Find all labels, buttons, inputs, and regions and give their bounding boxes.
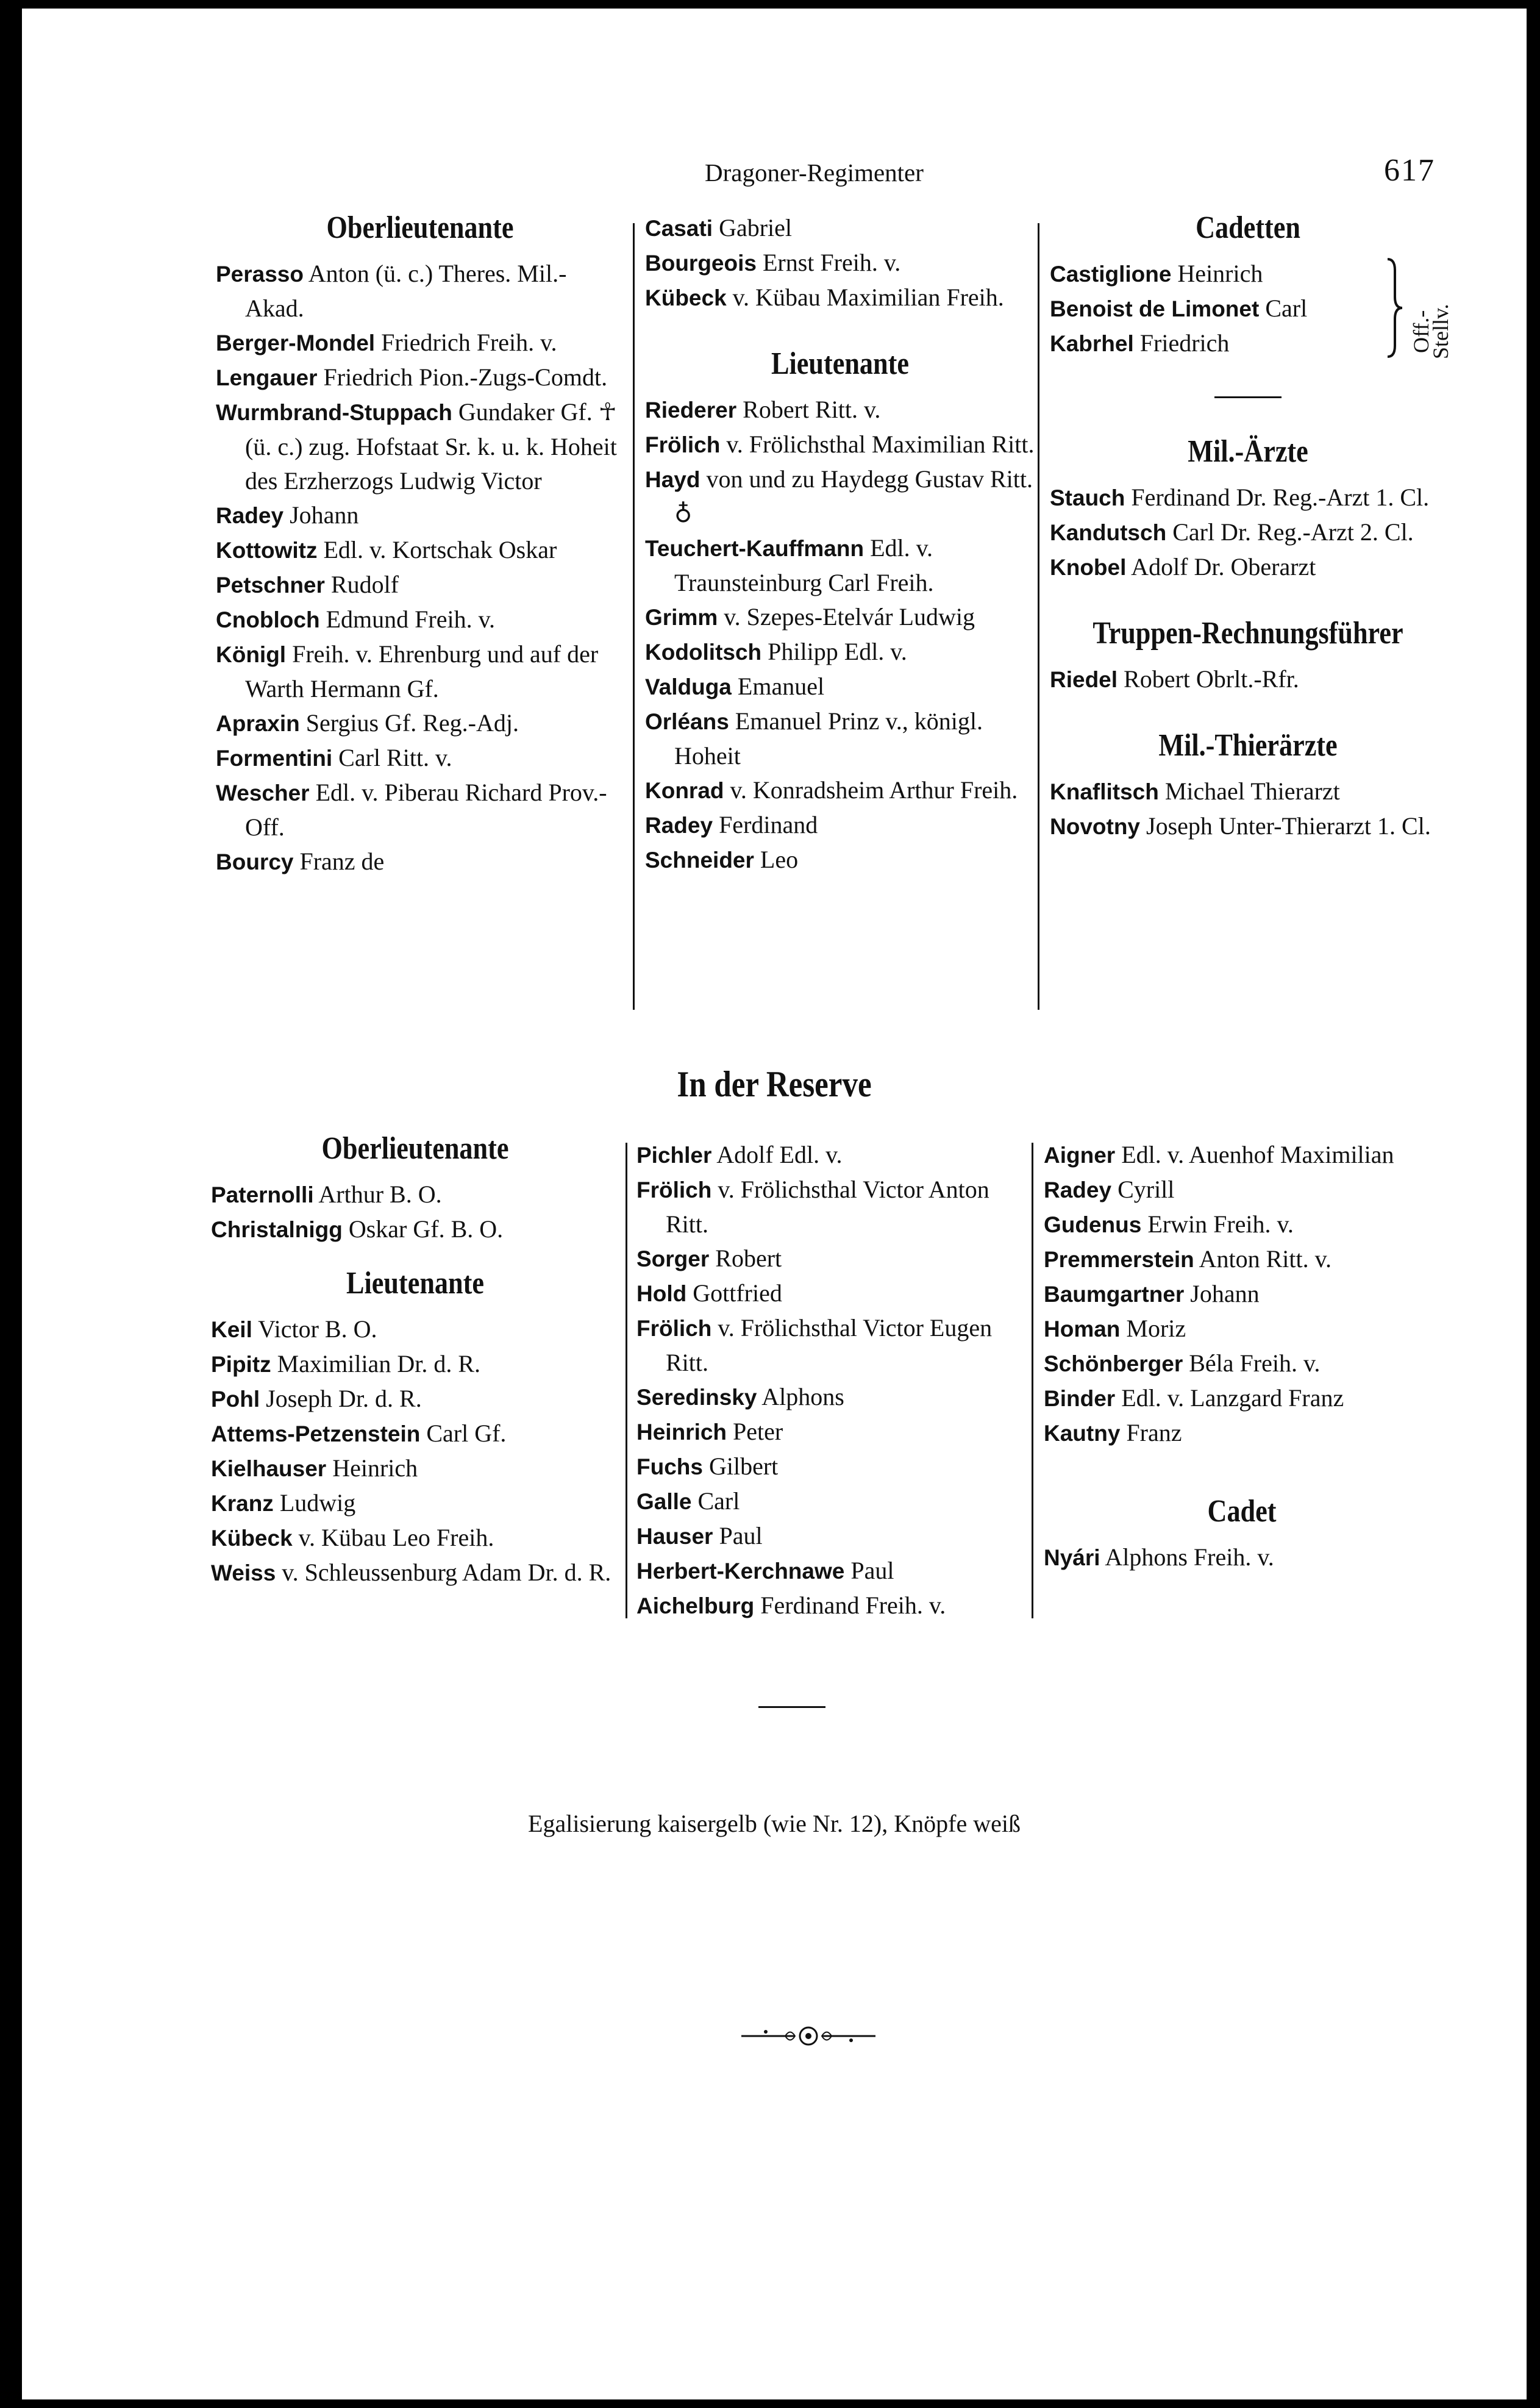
entry-surname: Keil — [211, 1317, 252, 1342]
entry-details: Joseph Dr. d. R. — [260, 1385, 422, 1412]
entry-details: v. Frölichsthal Maximilian Ritt. — [720, 431, 1035, 458]
list-item — [645, 211, 1035, 246]
entry-details: Arthur B. O. — [313, 1181, 442, 1208]
entry-details: Paul — [713, 1522, 763, 1549]
list-item — [1044, 1540, 1440, 1575]
entry-details: Edl. v. Auenhof Maximilian — [1115, 1141, 1394, 1168]
entry-surname: Pichler — [636, 1143, 712, 1168]
list-item — [645, 635, 1035, 670]
entry-surname: Radey — [1044, 1177, 1112, 1202]
entry-surname: Hayd — [645, 467, 700, 492]
list-item — [216, 706, 624, 741]
entry-surname: Grimm — [645, 605, 718, 630]
entry-surname: Casati — [645, 216, 713, 241]
entry-surname: Aigner — [1044, 1143, 1116, 1168]
entry-details: Johann — [1184, 1280, 1260, 1307]
entry-details: Moriz — [1120, 1315, 1186, 1342]
entry-list — [216, 257, 624, 879]
entry-list — [636, 1138, 1027, 1623]
entry-details: Ferdinand — [713, 811, 818, 838]
entry-surname: Perasso — [216, 262, 304, 287]
list-item — [636, 1380, 1027, 1415]
entry-details: Carl — [1259, 295, 1308, 322]
entry-details: v. Frölichsthal Victor Eugen Ritt. — [666, 1314, 993, 1376]
list-item — [636, 1554, 1027, 1588]
list-item — [636, 1138, 1027, 1173]
list-item — [1044, 1207, 1440, 1242]
entry-surname: Novotny — [1050, 814, 1140, 839]
list-item — [636, 1588, 1027, 1623]
entry-details: v. Kübau Maximilian Freih. — [726, 284, 1004, 311]
list-item — [216, 568, 624, 602]
entry-surname: Radey — [216, 503, 284, 528]
entry-surname: Homan — [1044, 1317, 1121, 1342]
entry-surname: Fuchs — [636, 1454, 703, 1479]
list-item — [1050, 809, 1446, 844]
entry-surname: Bourgeois — [645, 251, 757, 276]
entry-surname: Paternolli — [211, 1182, 314, 1207]
entry-surname: Gudenus — [1044, 1212, 1142, 1237]
entry-surname: Kabrhel — [1050, 331, 1134, 356]
entry-details: Anton Ritt. v. — [1194, 1245, 1332, 1273]
list-item — [1050, 257, 1367, 291]
list-item — [645, 704, 1035, 773]
list-item — [216, 637, 624, 706]
entry-details: Edl. v. Lanzgard Franz — [1115, 1384, 1344, 1412]
entry-details: Freih. v. Ehrenburg und auf der Warth Hermann Gf. — [245, 640, 599, 702]
section-heading: Lieutenante — [771, 346, 909, 381]
list-item — [216, 360, 624, 395]
entry-details: v. Schleussenburg Adam Dr. d. R. — [276, 1559, 611, 1586]
entry-details: Anton (ü. c.) Theres. Mil.-Akad. — [245, 260, 567, 322]
list-item — [636, 1276, 1027, 1311]
entry-details: Emanuel Prinz v., königl. Hoheit — [674, 707, 983, 770]
list-item — [216, 845, 624, 879]
entry-surname: Kranz — [211, 1491, 274, 1516]
list-item — [1050, 515, 1446, 550]
list-item — [216, 395, 624, 498]
entry-list — [1050, 481, 1446, 585]
section-heading: Lieutenante — [346, 1266, 484, 1301]
entry-list — [1050, 774, 1446, 844]
entry-list — [1044, 1540, 1440, 1575]
entry-surname: Teuchert-Kauffmann — [645, 536, 864, 561]
entry-details: Friedrich Pion.-Zugs-Comdt. — [317, 363, 608, 391]
entry-details: v. Konradsheim Arthur Freih. — [724, 776, 1018, 804]
list-item — [216, 257, 624, 326]
entry-details: Gabriel — [713, 214, 793, 241]
entry-details: Alphons Freih. v. — [1100, 1543, 1274, 1571]
entry-surname: Lengauer — [216, 365, 318, 390]
column-rule — [1038, 223, 1039, 1010]
entry-details: Emanuel — [731, 673, 825, 700]
list-item — [1044, 1312, 1440, 1346]
entry-details: Victor B. O. — [252, 1315, 377, 1343]
entry-details: Franz de — [293, 848, 385, 875]
entry-surname: Binder — [1044, 1386, 1116, 1411]
list-item — [1044, 1346, 1440, 1381]
reserve-col-1 — [211, 1131, 619, 1590]
footer-note: Egalisierung kaisergelb (wie Nr. 12), Knöpfe weiß — [528, 1810, 1021, 1837]
entry-details: Maximilian Dr. d. R. — [271, 1350, 480, 1377]
list-item — [211, 1521, 619, 1556]
list-item — [645, 531, 1035, 600]
entry-details: v. Szepes-Etelvár Ludwig — [718, 603, 975, 631]
entry-list — [1050, 662, 1446, 697]
entry-surname: Kübeck — [645, 285, 727, 310]
entry-surname: Cnobloch — [216, 607, 320, 632]
entry-surname: Aichelburg — [636, 1593, 755, 1618]
entry-surname: Hold — [636, 1281, 687, 1306]
entry-details: Heinrich — [1171, 260, 1263, 287]
entry-details: Alphons — [757, 1383, 844, 1410]
list-item — [1050, 326, 1367, 361]
list-item — [1050, 774, 1446, 809]
entry-surname: Galle — [636, 1489, 692, 1514]
entry-details: Robert Ritt. v. — [736, 396, 881, 423]
list-item — [211, 1486, 619, 1521]
list-item — [211, 1556, 619, 1590]
entry-surname: Bourcy — [216, 849, 294, 874]
entry-surname: Pipitz — [211, 1352, 271, 1377]
list-item — [636, 1519, 1027, 1554]
entry-details: Ludwig — [273, 1489, 356, 1517]
entry-surname: Frölich — [636, 1177, 712, 1202]
brace-label: Off.- Stellv. — [1409, 304, 1453, 359]
list-item — [211, 1177, 619, 1212]
list-item — [216, 498, 624, 533]
entry-surname: Nyári — [1044, 1545, 1100, 1570]
entry-details: Carl Gf. — [420, 1420, 507, 1447]
entry-details: Edl. v. Piberau Richard Prov.-Off. — [245, 779, 607, 841]
entry-details: Oskar Gf. B. O. — [342, 1215, 504, 1243]
column-rule — [633, 223, 635, 1010]
list-item — [216, 533, 624, 568]
reserve-col-2 — [636, 1138, 1027, 1623]
entry-surname: Königl — [216, 642, 287, 667]
entry-surname: Valduga — [645, 674, 732, 699]
entry-details: Sergius Gf. Reg.-Adj. — [299, 709, 519, 737]
entry-list — [645, 393, 1035, 877]
list-item — [216, 776, 624, 845]
reserve-col-3 — [1044, 1138, 1440, 1575]
entry-surname: Kautny — [1044, 1421, 1121, 1446]
entry-surname: Knaflitsch — [1050, 779, 1159, 804]
section-heading: Mil.-Ärzte — [1188, 434, 1308, 469]
list-item — [1044, 1173, 1440, 1207]
entry-list — [211, 1312, 619, 1590]
entry-surname: Sorger — [636, 1246, 710, 1271]
entry-surname: Frölich — [636, 1316, 712, 1341]
list-item — [1044, 1138, 1440, 1173]
entry-surname: Pohl — [211, 1387, 260, 1412]
entry-details: von und zu Haydegg Gustav Ritt. ♁ — [674, 465, 1033, 527]
list-item — [645, 600, 1035, 635]
entry-surname: Wurmbrand-Stuppach — [216, 400, 452, 425]
section-heading: Cadetten — [1196, 210, 1300, 245]
list-item — [645, 808, 1035, 843]
entry-surname: Benoist de Limonet — [1050, 296, 1260, 321]
list-item — [211, 1382, 619, 1417]
page-number: 617 — [1384, 153, 1435, 188]
list-item — [645, 670, 1035, 704]
entry-details: Carl Dr. Reg.-Arzt 2. Cl. — [1166, 518, 1414, 546]
entry-details: Franz — [1120, 1419, 1182, 1446]
entry-surname: Schneider — [645, 848, 754, 873]
entry-details: v. Frölichsthal Victor Anton Ritt. — [666, 1176, 989, 1238]
entry-details: Joseph Unter-Thierarzt 1. Cl. — [1140, 812, 1431, 840]
entry-surname: Wescher — [216, 781, 310, 806]
entry-surname: Heinrich — [636, 1420, 727, 1445]
entry-surname: Knobel — [1050, 555, 1127, 580]
entry-surname: Kübeck — [211, 1526, 293, 1551]
active-col-2 — [645, 211, 1035, 877]
entry-surname: Kandutsch — [1050, 520, 1167, 545]
cadets-group — [1050, 257, 1453, 361]
list-item — [1044, 1416, 1440, 1451]
section-heading: Mil.-Thierärzte — [1158, 728, 1338, 763]
entry-details: Carl — [691, 1487, 740, 1515]
entry-surname: Hauser — [636, 1524, 713, 1549]
entry-details: Adolf Dr. Oberarzt — [1126, 553, 1316, 581]
entry-details: Heinrich — [326, 1454, 418, 1482]
entry-surname: Formentini — [216, 746, 333, 771]
entry-surname: Attems-Petzenstein — [211, 1421, 421, 1446]
list-item — [1044, 1381, 1440, 1416]
list-item — [636, 1449, 1027, 1484]
section-heading: Cadet — [1207, 1494, 1277, 1529]
list-item — [216, 602, 624, 637]
entry-surname: Premmerstein — [1044, 1247, 1194, 1272]
entry-surname: Berger-Mondel — [216, 330, 376, 355]
list-item — [645, 393, 1035, 427]
entry-surname: Kottowitz — [216, 538, 318, 563]
active-col-3 — [1050, 210, 1453, 844]
list-item — [1050, 550, 1446, 585]
list-item — [645, 427, 1035, 462]
active-col-1 — [216, 210, 624, 879]
entry-details: Béla Freih. v. — [1183, 1349, 1321, 1377]
entry-details: Gilbert — [702, 1452, 779, 1480]
list-item — [645, 246, 1035, 280]
list-item — [636, 1173, 1027, 1242]
section-heading: Truppen-Rechnungsführer — [1093, 616, 1403, 651]
entry-details: Rudolf — [324, 571, 399, 598]
entry-details: Carl Ritt. v. — [332, 744, 452, 771]
entry-details: Michael Thierarzt — [1158, 777, 1340, 805]
list-item — [1044, 1242, 1440, 1277]
entry-surname: Konrad — [645, 778, 724, 803]
entry-surname: Petschner — [216, 573, 325, 598]
reserve-title: In der Reserve — [677, 1064, 872, 1104]
document-page — [22, 9, 1527, 2399]
entry-surname: Radey — [645, 813, 713, 838]
list-item — [636, 1484, 1027, 1519]
section-heading: Oberlieutenante — [326, 210, 514, 245]
list-item — [1044, 1277, 1440, 1312]
list-item — [216, 326, 624, 360]
entry-list — [211, 1177, 619, 1247]
entry-details: Philipp Edl. v. — [761, 638, 907, 665]
entry-surname: Baumgartner — [1044, 1282, 1185, 1307]
entry-surname: Stauch — [1050, 485, 1125, 510]
entry-details: Cyrill — [1111, 1176, 1175, 1203]
list-item — [1050, 291, 1367, 326]
entry-details: Erwin Freih. v. — [1141, 1210, 1294, 1238]
ornament-icon — [741, 2021, 875, 2051]
list-item — [211, 1312, 619, 1347]
list-item — [1050, 481, 1446, 515]
section-divider — [1214, 396, 1282, 398]
entry-surname: Riedel — [1050, 667, 1118, 692]
entry-details: Edl. v. Traunsteinburg Carl Freih. — [674, 534, 934, 596]
list-item — [216, 741, 624, 776]
entry-surname: Kodolitsch — [645, 640, 762, 665]
list-item — [211, 1417, 619, 1451]
list-item — [645, 462, 1035, 531]
column-rule — [1032, 1143, 1033, 1618]
entry-details: Ernst Freih. v. — [756, 249, 901, 276]
entry-details: Edmund Freih. v. — [319, 606, 495, 633]
section-divider — [758, 1706, 825, 1708]
entry-details: Gottfried — [686, 1279, 782, 1307]
list-item — [645, 773, 1035, 808]
entry-details: v. Kübau Leo Freih. — [292, 1524, 494, 1551]
entry-details: Johann — [283, 501, 359, 529]
entry-details: Friedrich — [1133, 329, 1230, 357]
entry-details: Robert Obrlt.-Rfr. — [1118, 665, 1299, 693]
entry-surname: Orléans — [645, 709, 729, 734]
list-item — [636, 1242, 1027, 1276]
entry-surname: Christalnigg — [211, 1217, 343, 1242]
entry-list — [1044, 1138, 1440, 1451]
entry-details: Robert — [709, 1245, 782, 1272]
list-item — [636, 1311, 1027, 1380]
entry-surname: Castiglione — [1050, 262, 1172, 287]
entry-details: Ferdinand Freih. v. — [754, 1592, 946, 1619]
entry-surname: Weiss — [211, 1560, 276, 1585]
running-title: Dragoner-Regimenter — [705, 159, 924, 187]
list-item — [211, 1451, 619, 1486]
entry-surname: Apraxin — [216, 711, 300, 736]
list-item — [211, 1347, 619, 1382]
entry-details: Edl. v. Kortschak Oskar — [317, 536, 557, 563]
entry-surname: Kielhauser — [211, 1456, 327, 1481]
list-item — [645, 843, 1035, 877]
list-item — [1050, 662, 1446, 697]
entry-surname: Seredinsky — [636, 1385, 757, 1410]
section-heading: Oberlieutenante — [321, 1131, 509, 1166]
list-item — [645, 280, 1035, 315]
entry-details: Ferdinand Dr. Reg.-Arzt 1. Cl. — [1125, 484, 1430, 511]
list-item — [636, 1415, 1027, 1449]
entry-list — [645, 211, 1035, 315]
brace-icon — [1385, 257, 1403, 359]
entry-details: Leo — [754, 846, 799, 873]
entry-surname: Schönberger — [1044, 1351, 1183, 1376]
entry-details: Friedrich Freih. v. — [375, 329, 557, 356]
entry-surname: Riederer — [645, 398, 737, 423]
column-rule — [626, 1143, 627, 1618]
entry-surname: Herbert-Kerchnawe — [636, 1559, 845, 1584]
entry-details: Paul — [844, 1557, 894, 1584]
list-item — [211, 1212, 619, 1247]
entry-details: Adolf Edl. v. — [711, 1141, 843, 1168]
entry-surname: Frölich — [645, 432, 721, 457]
entry-details: Peter — [727, 1418, 783, 1445]
entry-details: Gundaker Gf. ☥ (ü. c.) zug. Hofstaat Sr. k. u. k. Hoheit des Erzherzogs Ludwig Victor — [245, 398, 617, 495]
